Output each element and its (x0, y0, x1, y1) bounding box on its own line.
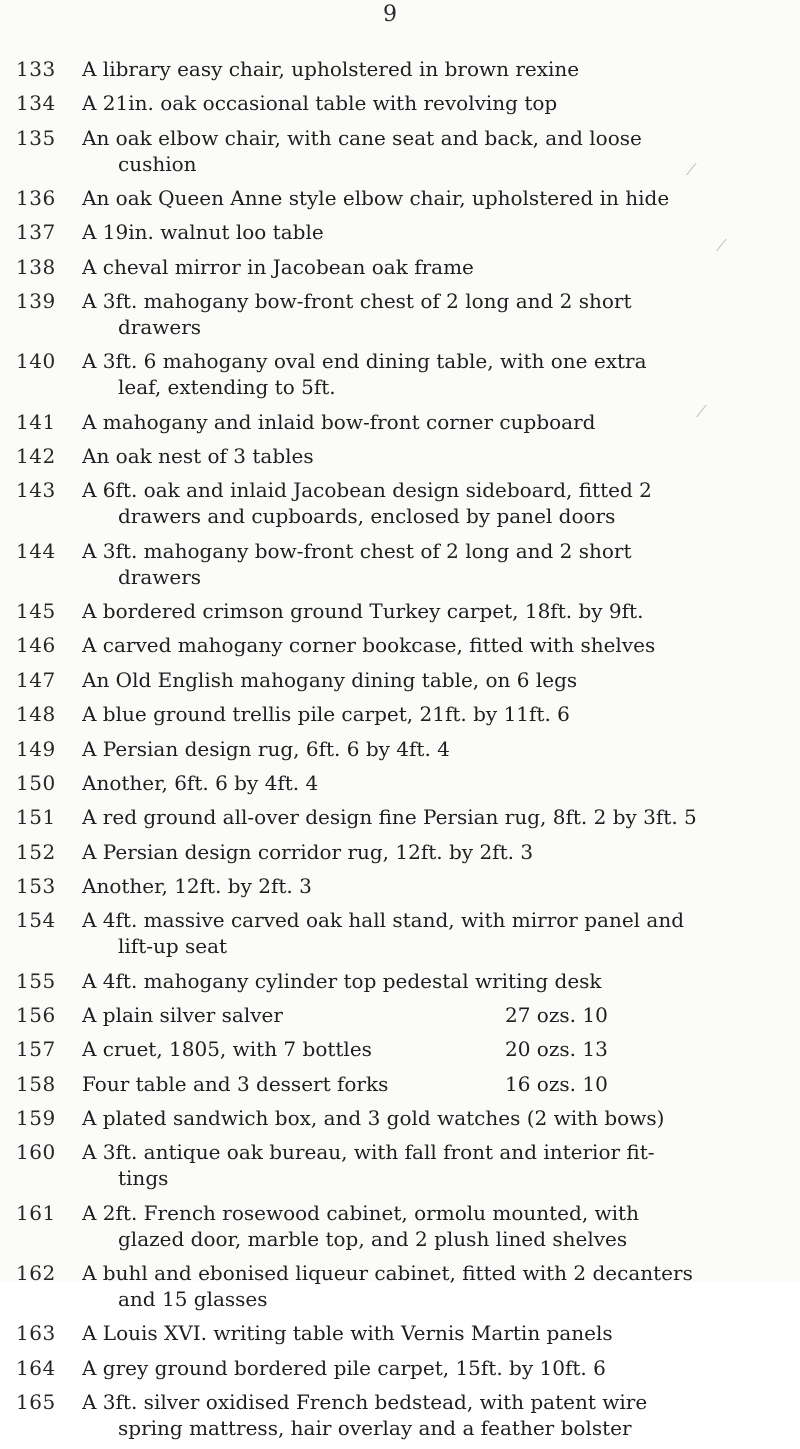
lot-entry (0, 185, 800, 211)
lot-description-line: A 3ft. 6 mahogany oval end dining table, with one extra (82, 349, 647, 374)
lot-entry (0, 56, 800, 82)
lot-description (82, 873, 782, 899)
lot-number: 156 (16, 1002, 56, 1027)
lot-description-line: A mahogany and inlaid bow-front corner cupboard (82, 409, 596, 434)
lot-number: 151 (16, 805, 56, 830)
lot-entry (0, 873, 800, 899)
lot-description-line: A 2ft. French rosewood cabinet, ormolu mounted, with (82, 1200, 639, 1225)
lot-description-continuation: leaf, extending to 5ft. (118, 375, 336, 400)
lot-description-line: A Persian design rug, 6ft. 6 by 4ft. 4 (82, 736, 450, 761)
lot-description-line: A 21in. oak occasional table with revolving top (82, 91, 558, 116)
lot-number: 133 (16, 57, 56, 81)
lot-number: 152 (16, 839, 56, 864)
lot-number: 145 (16, 599, 56, 624)
lot-number: 157 (16, 1037, 56, 1062)
lot-number: 153 (16, 873, 56, 898)
lot-entry (0, 1389, 800, 1441)
lot-entry (0, 219, 800, 245)
lot-description-line: A 3ft. silver oxidised French bedstead, with patent wire (82, 1390, 648, 1414)
lot-description-line: A buhl and ebonised liqueur cabinet, fitted with 2 decanters (82, 1260, 693, 1285)
lot-number: 165 (16, 1390, 56, 1414)
lot-description-continuation: and 15 glasses (118, 1286, 268, 1311)
lot-number: 139 (16, 289, 56, 314)
lot-description-continuation: drawers (118, 564, 202, 589)
lot-description (82, 1320, 782, 1346)
lot-number: 158 (16, 1071, 56, 1096)
lot-description (82, 632, 782, 658)
lot-number: 147 (16, 667, 56, 692)
lot-description (82, 348, 782, 400)
lot-number: 164 (16, 1355, 56, 1380)
lot-description-line: A 3ft. mahogany bow-front chest of 2 long and 2 short (82, 538, 632, 563)
lot-description-line: A library easy chair, upholstered in brown rexine (82, 57, 580, 81)
silver-weight: 27 ozs. 10 (505, 1002, 608, 1027)
lot-number: 141 (16, 409, 56, 434)
lot-description-line: Another, 12ft. by 2ft. 3 (82, 873, 312, 898)
lot-description-line: A plain silver salver (82, 1002, 283, 1027)
lot-number: 155 (16, 968, 56, 993)
lot-description-line: A Persian design corridor rug, 12ft. by 2ft. 3 (82, 839, 534, 864)
page-number: 9 (383, 2, 397, 27)
lot-description-line: A red ground all-over design fine Persian rug, 8ft. 2 by 3ft. 5 (82, 805, 697, 830)
lot-description (82, 667, 782, 693)
lot-description-line: A 4ft. mahogany cylinder top pedestal writing desk (82, 968, 602, 993)
lot-number: 149 (16, 736, 56, 761)
lot-entry (0, 839, 800, 865)
lot-description-line: An oak Queen Anne style elbow chair, upholstered in hide (82, 186, 670, 211)
lot-description (82, 770, 782, 796)
lot-description (82, 1002, 782, 1028)
lot-description-line: A cheval mirror in Jacobean oak frame (82, 254, 474, 279)
lot-entry (0, 736, 800, 762)
lot-description-continuation: cushion (118, 151, 197, 176)
lot-description (82, 538, 782, 590)
lot-description (82, 185, 782, 211)
lot-description (82, 804, 782, 830)
lot-entry (0, 125, 800, 177)
lot-description (82, 254, 782, 280)
lot-number: 148 (16, 702, 56, 727)
lot-entry (0, 1320, 800, 1346)
pencil-annotation-mark: ⁄ (700, 402, 703, 421)
lot-number: 162 (16, 1260, 56, 1285)
lot-number: 135 (16, 125, 56, 150)
lot-number: 144 (16, 538, 56, 563)
lot-entry (0, 804, 800, 830)
lot-number: 154 (16, 908, 56, 933)
lot-description-line: An Old English mahogany dining table, on 6 legs (82, 667, 578, 692)
lot-description (82, 125, 782, 177)
lot-number: 160 (16, 1140, 56, 1165)
lot-entry (0, 254, 800, 280)
lot-entry (0, 1200, 800, 1252)
lot-description-line: An oak elbow chair, with cane seat and back, and loose (82, 125, 642, 150)
lot-entry (0, 632, 800, 658)
lot-description (82, 1355, 782, 1381)
lot-entry (0, 1355, 800, 1381)
lot-number: 150 (16, 770, 56, 795)
lot-entry (0, 348, 800, 400)
lot-list (0, 56, 800, 1449)
lot-entry (0, 1260, 800, 1312)
lot-description (82, 1105, 782, 1131)
lot-description (82, 1071, 782, 1097)
lot-description-continuation: glazed door, marble top, and 2 plush lined shelves (118, 1226, 628, 1251)
lot-entry (0, 90, 800, 116)
lot-description (82, 1389, 782, 1441)
lot-description (82, 1036, 782, 1062)
lot-entry (0, 667, 800, 693)
lot-entry (0, 701, 800, 727)
lot-description-continuation: drawers (118, 315, 202, 340)
lot-description (82, 288, 782, 340)
lot-description-line: A 3ft. antique oak bureau, with fall front and interior fit- (82, 1140, 655, 1165)
lot-number: 146 (16, 633, 56, 658)
lot-entry (0, 968, 800, 994)
lot-description-line: An oak nest of 3 tables (82, 444, 314, 469)
lot-description (82, 1200, 782, 1252)
pencil-annotation-mark: ⁄ (720, 236, 723, 255)
lot-entry (0, 477, 800, 529)
lot-description (82, 443, 782, 469)
lot-description (82, 56, 782, 82)
lot-description-continuation: tings (118, 1166, 169, 1191)
lot-description (82, 736, 782, 762)
lot-entry (0, 770, 800, 796)
lot-entry (0, 1071, 800, 1097)
lot-description-line: A 6ft. oak and inlaid Jacobean design sideboard, fitted 2 (82, 478, 652, 503)
lot-description (82, 968, 782, 994)
silver-weight: 16 ozs. 10 (505, 1071, 608, 1096)
lot-description (82, 1139, 782, 1191)
lot-entry (0, 1139, 800, 1191)
lot-entry (0, 443, 800, 469)
lot-description-line: A cruet, 1805, with 7 bottles (82, 1037, 372, 1062)
lot-number: 134 (16, 91, 56, 116)
lot-description-line: A blue ground trellis pile carpet, 21ft. by 11ft. 6 (82, 702, 570, 727)
lot-number: 136 (16, 186, 56, 211)
lot-description (82, 598, 782, 624)
lot-entry (0, 288, 800, 340)
lot-description-continuation: spring mattress, hair overlay and a feather bolster (118, 1416, 632, 1440)
lot-description-line: A 4ft. massive carved oak hall stand, with mirror panel and (82, 908, 685, 933)
lot-description-line: A carved mahogany corner bookcase, fitted with shelves (82, 633, 656, 658)
lot-description (82, 409, 782, 435)
lot-number: 159 (16, 1105, 56, 1130)
lot-description (82, 90, 782, 116)
lot-entry (0, 1036, 800, 1062)
lot-entry (0, 538, 800, 590)
lot-description (82, 701, 782, 727)
lot-entry (0, 1002, 800, 1028)
lot-entry (0, 409, 800, 435)
lot-entry (0, 598, 800, 624)
lot-description (82, 839, 782, 865)
lot-description-line: Four table and 3 dessert forks (82, 1071, 389, 1096)
lot-description (82, 219, 782, 245)
lot-description-line: A grey ground bordered pile carpet, 15ft. by 10ft. 6 (82, 1355, 606, 1380)
lot-description-line: A bordered crimson ground Turkey carpet, 18ft. by 9ft. (82, 599, 644, 624)
pencil-annotation-mark: ⁄ (690, 160, 693, 179)
lot-entry (0, 1105, 800, 1131)
lot-description (82, 1260, 782, 1312)
lot-number: 140 (16, 349, 56, 374)
lot-description-line: A plated sandwich box, and 3 gold watches (2 with bows) (82, 1105, 665, 1130)
lot-description-line: Another, 6ft. 6 by 4ft. 4 (82, 770, 319, 795)
lot-description-line: A 3ft. mahogany bow-front chest of 2 long and 2 short (82, 289, 632, 314)
lot-number: 163 (16, 1321, 56, 1346)
silver-weight: 20 ozs. 13 (505, 1037, 608, 1062)
lot-number: 161 (16, 1200, 56, 1225)
lot-entry (0, 907, 800, 959)
lot-number: 143 (16, 478, 56, 503)
lot-description-continuation: drawers and cupboards, enclosed by panel doors (118, 504, 616, 529)
lot-number: 137 (16, 220, 56, 245)
lot-description-continuation: lift-up seat (118, 934, 228, 959)
lot-description (82, 477, 782, 529)
lot-description (82, 907, 782, 959)
lot-number: 142 (16, 444, 56, 469)
lot-number: 138 (16, 254, 56, 279)
lot-description-line: A Louis XVI. writing table with Vernis Martin panels (82, 1321, 613, 1346)
lot-description-line: A 19in. walnut loo table (82, 220, 324, 245)
